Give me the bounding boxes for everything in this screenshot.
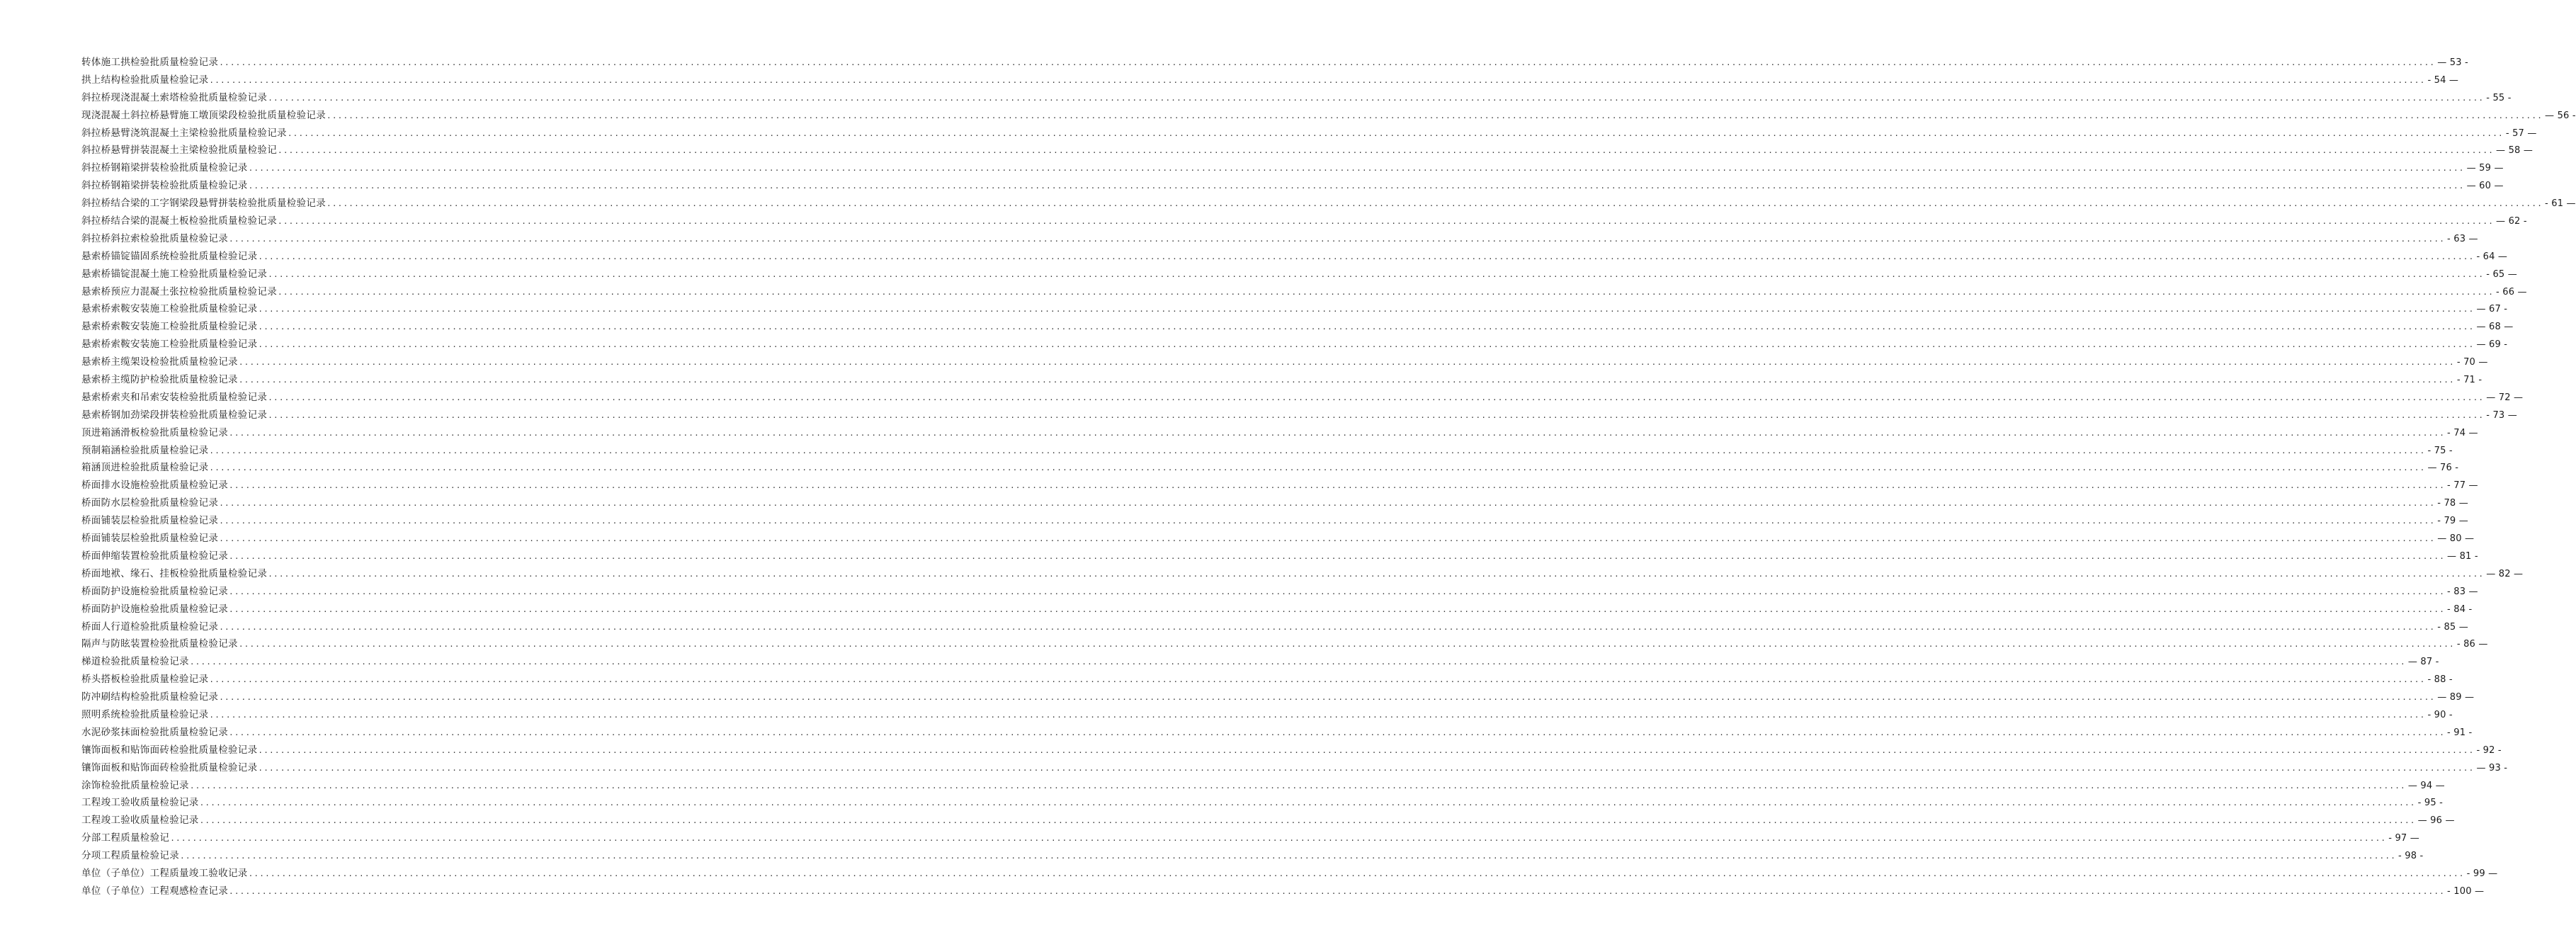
toc-entry[interactable] [81,442,2453,460]
toc-entry-page-number: - 84 - [2447,604,2473,615]
toc-entry-page-number: — 60 — [2466,181,2504,192]
dot-leader: ................................................................................................................................................................................................................................................................................................................................................................................................................ [209,710,2426,720]
toc-entry-title: 单位（子单位）工程观感检查记录 [81,885,228,897]
dot-leader: ................................................................................................................................................................................................................................................................................................................................................................................................................ [248,868,2465,878]
toc-entry-title: 桥头搭板检验批质量检验记录 [81,674,209,686]
toc-entry-page-number: - 73 — [2486,409,2517,421]
dot-leader: ................................................................................................................................................................................................................................................................................................................................................................................................................ [229,586,2446,596]
toc-entry-page-number: - 92 - [2476,744,2502,756]
toc-entry-page-number: - 91 - [2447,727,2473,738]
dot-leader: ................................................................................................................................................................................................................................................................................................................................................................................................................ [229,234,2446,244]
dot-leader: ................................................................................................................................................................................................................................................................................................................................................................................................................ [258,340,2475,350]
dot-leader: ................................................................................................................................................................................................................................................................................................................................................................................................................ [219,58,2436,67]
dot-leader: ................................................................................................................................................................................................................................................................................................................................................................................................................ [219,622,2436,632]
dot-leader: ................................................................................................................................................................................................................................................................................................................................................................................................................ [199,798,2416,808]
toc-entry[interactable] [81,618,2468,636]
dot-leader: ................................................................................................................................................................................................................................................................................................................................................................................................................ [229,886,2446,896]
toc-entry-page-number: - 88 - [2427,674,2453,686]
toc-entry-page-number: - 75 - [2427,445,2453,456]
toc-entry-page-number: — 87 - [2407,657,2439,668]
toc-entry[interactable] [81,371,2483,389]
toc-entry[interactable] [81,142,2534,159]
toc-entry-title: 桥面铺装层检验批质量检验记录 [81,515,219,527]
toc-entry-title: 斜拉桥悬臂浇筑混凝土主梁检验批质量检验记录 [81,127,287,139]
toc-entry-page-number: - 54 — [2427,74,2459,86]
toc-entry-page-number: - 83 — [2447,586,2478,597]
toc-entry[interactable] [81,89,2512,107]
dot-leader: ................................................................................................................................................................................................................................................................................................................................................................................................................ [258,763,2475,773]
toc-entry-title: 转体施工拱检验批质量检验记录 [81,57,219,68]
toc-entry[interactable] [81,107,2576,125]
toc-entry-title: 防冲刷结构检验批质量检验记录 [81,691,219,703]
toc-entry-title: 桥面人行道检验批质量检验记录 [81,620,219,633]
toc-entry-page-number: - 86 — [2456,639,2488,650]
dot-leader: ................................................................................................................................................................................................................................................................................................................................................................................................................ [268,410,2485,420]
toc-entry-title: 照明系统检验批质量检验记录 [81,708,209,720]
toc-entry-page-number: - 100 — [2447,885,2485,897]
toc-entry[interactable] [81,759,2508,777]
toc-entry-title: 悬索桥主缆防护检验批质量检验记录 [81,374,238,386]
toc-entry-page-number: - 90 - [2427,709,2453,720]
toc-entry[interactable] [81,512,2468,530]
toc-entry-page-number: - 70 — [2456,357,2488,368]
dot-leader: ................................................................................................................................................................................................................................................................................................................................................................................................................ [327,110,2543,120]
toc-entry[interactable] [81,635,2488,653]
toc-entry-title: 水泥砂浆抹面检验批质量检验记录 [81,726,228,738]
dot-leader: ................................................................................................................................................................................................................................................................................................................................................................................................................ [327,199,2543,209]
toc-entry-page-number: — 94 — [2407,780,2445,791]
dot-leader: ................................................................................................................................................................................................................................................................................................................................................................................................................ [229,481,2446,491]
toc-entry-title: 桥面防水层检验批质量检验记录 [81,497,219,509]
toc-entry-title: 拱上结构检验批质量检验记录 [81,74,209,86]
toc-entry-title: 斜拉桥悬臂拼装混凝土主梁检验批质量检验记 [81,144,277,157]
toc-entry-page-number: — 53 - [2437,57,2468,68]
toc-entry-page-number: — 67 - [2476,304,2508,315]
toc-entry[interactable] [81,266,2517,283]
toc-entry-title: 桥面防护设施检验批质量检验记录 [81,585,228,597]
toc-entry[interactable] [81,583,2478,601]
toc-entry-page-number: — 59 — [2466,163,2504,174]
table-of-contents [81,54,2576,900]
toc-entry-title: 悬索桥主缆架设检验批质量检验记录 [81,356,238,368]
dot-leader: ................................................................................................................................................................................................................................................................................................................................................................................................................ [219,499,2436,509]
toc-entry[interactable] [81,601,2473,618]
toc-entry[interactable] [81,230,2478,248]
toc-entry-page-number: — 89 — [2437,692,2475,703]
toc-entry[interactable] [81,336,2508,353]
dot-leader: ................................................................................................................................................................................................................................................................................................................................................................................................................ [238,358,2455,368]
dot-leader: ................................................................................................................................................................................................................................................................................................................................................................................................................ [180,851,2397,861]
toc-entry-page-number: — 82 — [2486,568,2524,579]
toc-entry-title: 现浇混凝土斜拉桥悬臂施工墩顶梁段检验批质量检验记录 [81,109,326,121]
dot-leader: ................................................................................................................................................................................................................................................................................................................................................................................................................ [229,604,2446,614]
toc-entry[interactable] [81,459,2459,477]
toc-entry-title: 斜拉桥斜拉索检验批质量检验记录 [81,232,228,244]
toc-entry-title: 分部工程质量检验记 [81,832,170,844]
dot-leader: ................................................................................................................................................................................................................................................................................................................................................................................................................ [170,834,2387,844]
toc-entry-title: 桥面铺装层检验批质量检验记录 [81,533,219,545]
toc-entry[interactable] [81,54,2468,72]
toc-entry[interactable] [81,794,2444,812]
toc-entry[interactable] [81,477,2478,494]
dot-leader: ................................................................................................................................................................................................................................................................................................................................................................................................................ [287,128,2504,138]
toc-entry-page-number: — 93 - [2476,762,2508,774]
toc-entry-title: 桥面防护设施检验批质量检验记录 [81,603,228,615]
toc-entry-title: 斜拉桥钢箱梁拼装检验批质量检验记录 [81,180,248,192]
toc-entry[interactable] [81,777,2445,795]
toc-entry-page-number: — 76 - [2427,463,2459,474]
toc-entry[interactable] [81,883,2485,900]
toc-entry-title: 悬索桥索鞍安装施工检验批质量检验记录 [81,321,258,333]
toc-entry-title: 镶饰面板和贴饰面砖检验批质量检验记录 [81,761,258,774]
toc-entry-page-number: - 63 — [2447,233,2478,244]
toc-entry-page-number: - 78 — [2437,498,2468,509]
dot-leader: ................................................................................................................................................................................................................................................................................................................................................................................................................ [268,93,2485,103]
dot-leader: ................................................................................................................................................................................................................................................................................................................................................................................................................ [258,745,2475,755]
dot-leader: ................................................................................................................................................................................................................................................................................................................................................................................................................ [258,251,2475,261]
dot-leader: ................................................................................................................................................................................................................................................................................................................................................................................................................ [209,446,2426,455]
toc-entry-title: 桥面地袱、缘石、挂板检验批质量检验记录 [81,567,268,579]
toc-entry[interactable] [81,389,2524,407]
dot-leader: ................................................................................................................................................................................................................................................................................................................................................................................................................ [248,164,2465,174]
toc-entry-title: 工程竣工验收质量检验记录 [81,815,199,827]
dot-leader: ................................................................................................................................................................................................................................................................................................................................................................................................................ [209,463,2426,473]
toc-entry-title: 斜拉桥结合梁的混凝土板检验批质量检验记录 [81,215,277,227]
dot-leader: ................................................................................................................................................................................................................................................................................................................................................................................................................ [238,375,2455,385]
dot-leader: ................................................................................................................................................................................................................................................................................................................................................................................................................ [238,640,2455,650]
toc-entry[interactable] [81,407,2517,424]
toc-entry-title: 悬索桥索鞍安装施工检验批质量检验记录 [81,303,258,315]
toc-entry-title: 斜拉桥现浇混凝土索塔检验批质量检验记录 [81,91,268,103]
dot-leader: ................................................................................................................................................................................................................................................................................................................................................................................................................ [209,75,2426,85]
toc-entry-title: 斜拉桥钢箱梁拼装检验批质量检验记录 [81,162,248,174]
toc-entry[interactable] [81,724,2473,742]
dot-leader: ................................................................................................................................................................................................................................................................................................................................................................................................................ [268,269,2485,279]
toc-entry[interactable] [81,195,2576,212]
toc-entry[interactable] [81,812,2455,829]
toc-entry[interactable] [81,283,2527,301]
toc-entry[interactable] [81,177,2504,195]
toc-entry[interactable] [81,212,2527,230]
toc-entry-title: 预制箱涵检验批质量检验记录 [81,444,209,456]
toc-entry[interactable] [81,829,2419,847]
toc-entry[interactable] [81,706,2453,724]
toc-entry-page-number: - 95 - [2417,798,2444,809]
dot-leader: ................................................................................................................................................................................................................................................................................................................................................................................................................ [219,516,2436,526]
toc-entry[interactable] [81,847,2424,865]
toc-entry-page-number: — 96 — [2417,815,2455,827]
toc-entry-title: 桥面排水设施检验批质量检验记录 [81,480,228,492]
toc-entry-page-number: - 98 - [2398,851,2424,862]
dot-leader: ................................................................................................................................................................................................................................................................................................................................................................................................................ [258,305,2475,314]
toc-entry[interactable] [81,671,2453,688]
toc-entry-page-number: - 85 — [2437,621,2468,633]
dot-leader: ................................................................................................................................................................................................................................................................................................................................................................................................................ [219,693,2436,703]
dot-leader: ................................................................................................................................................................................................................................................................................................................................................................................................................ [189,781,2406,790]
toc-entry[interactable] [81,318,2514,336]
toc-entry-title: 镶饰面板和贴饰面砖检验批质量检验记录 [81,744,258,756]
dot-leader: ................................................................................................................................................................................................................................................................................................................................................................................................................ [209,675,2426,685]
toc-entry[interactable] [81,565,2524,583]
toc-entry-title: 单位（子单位）工程质量竣工验收记录 [81,867,248,879]
toc-entry-page-number: - 65 — [2486,268,2517,280]
dot-leader: ................................................................................................................................................................................................................................................................................................................................................................................................................ [278,217,2495,227]
toc-entry-title: 梯道检验批质量检验记录 [81,656,189,668]
toc-entry-page-number: - 61 — [2545,198,2576,210]
dot-leader: ................................................................................................................................................................................................................................................................................................................................................................................................................ [189,657,2406,667]
toc-entry-page-number: - 55 - [2486,92,2512,103]
toc-entry-page-number: — 72 — [2486,392,2524,403]
dot-leader: ................................................................................................................................................................................................................................................................................................................................................................................................................ [229,551,2446,561]
toc-entry-title: 分项工程质量检验记录 [81,850,179,862]
toc-entry-page-number: — 81 - [2447,550,2478,562]
toc-entry[interactable] [81,72,2459,89]
toc-entry-title: 斜拉桥结合梁的工字钢梁段悬臂拼装检验批质量检验记录 [81,198,326,210]
toc-entry-title: 顶进箱涵滑板检验批质量检验记录 [81,426,228,438]
toc-entry-title: 桥面伸缩装置检验批质量检验记录 [81,550,228,562]
toc-entry-title: 悬索桥钢加劲梁段拼装检验批质量检验记录 [81,409,268,421]
toc-entry-page-number: — 62 - [2496,216,2527,227]
toc-entry-title: 悬索桥索夹和吊索安装检验批质量检验记录 [81,391,268,403]
toc-entry-page-number: - 97 — [2388,833,2419,844]
toc-entry-page-number: - 66 — [2496,286,2527,298]
toc-entry-page-number: — 56 - [2545,110,2576,121]
toc-entry[interactable] [81,742,2502,759]
toc-entry-page-number: - 79 — [2437,516,2468,527]
dot-leader: ................................................................................................................................................................................................................................................................................................................................................................................................................ [199,816,2416,826]
dot-leader: ................................................................................................................................................................................................................................................................................................................................................................................................................ [219,534,2436,544]
toc-entry-page-number: — 69 - [2476,339,2508,351]
toc-entry-page-number: - 77 — [2447,480,2478,492]
toc-entry-page-number: - 64 — [2476,251,2508,262]
toc-entry[interactable] [81,424,2478,442]
toc-entry-page-number: — 58 — [2496,145,2534,157]
toc-entry-title: 工程竣工验收质量检验记录 [81,797,199,809]
toc-entry-page-number: — 80 — [2437,533,2475,545]
dot-leader: ................................................................................................................................................................................................................................................................................................................................................................................................................ [258,322,2475,332]
toc-entry-title: 悬索桥锚锭混凝土施工检验批质量检验记录 [81,268,268,280]
toc-entry[interactable] [81,159,2504,177]
toc-entry[interactable] [81,653,2439,671]
dot-leader: ................................................................................................................................................................................................................................................................................................................................................................................................................ [278,287,2495,297]
toc-entry[interactable] [81,494,2468,512]
toc-entry[interactable] [81,353,2488,371]
toc-entry-title: 悬索桥预应力混凝土张拉检验批质量检验记录 [81,285,277,298]
toc-entry-title: 箱涵顶进检验批质量检验记录 [81,462,209,474]
toc-entry[interactable] [81,688,2475,706]
dot-leader: ................................................................................................................................................................................................................................................................................................................................................................................................................ [229,727,2446,737]
toc-entry-title: 悬索桥索鞍安装施工检验批质量检验记录 [81,339,258,351]
toc-entry[interactable] [81,300,2508,318]
toc-entry-title: 悬索桥锚锭锚固系统检验批质量检验记录 [81,250,258,262]
toc-entry[interactable] [81,530,2475,548]
toc-entry-page-number: - 57 — [2505,128,2537,139]
toc-entry-page-number: - 71 - [2456,375,2483,386]
toc-entry-page-number: - 74 — [2447,427,2478,438]
dot-leader: ................................................................................................................................................................................................................................................................................................................................................................................................................ [278,146,2495,156]
toc-entry-page-number: — 68 — [2476,322,2514,333]
toc-entry[interactable] [81,248,2508,266]
toc-entry-title: 隔声与防眩装置检验批质量检验记录 [81,638,238,650]
toc-entry[interactable] [81,125,2537,142]
dot-leader: ................................................................................................................................................................................................................................................................................................................................................................................................................ [268,569,2485,579]
dot-leader: ................................................................................................................................................................................................................................................................................................................................................................................................................ [229,428,2446,438]
toc-entry-page-number: - 99 — [2466,868,2498,879]
toc-entry[interactable] [81,865,2498,883]
toc-entry[interactable] [81,548,2478,565]
dot-leader: ................................................................................................................................................................................................................................................................................................................................................................................................................ [248,181,2465,191]
dot-leader: ................................................................................................................................................................................................................................................................................................................................................................................................................ [268,392,2485,402]
toc-entry-title: 涂饰检验批质量检验记录 [81,779,189,791]
